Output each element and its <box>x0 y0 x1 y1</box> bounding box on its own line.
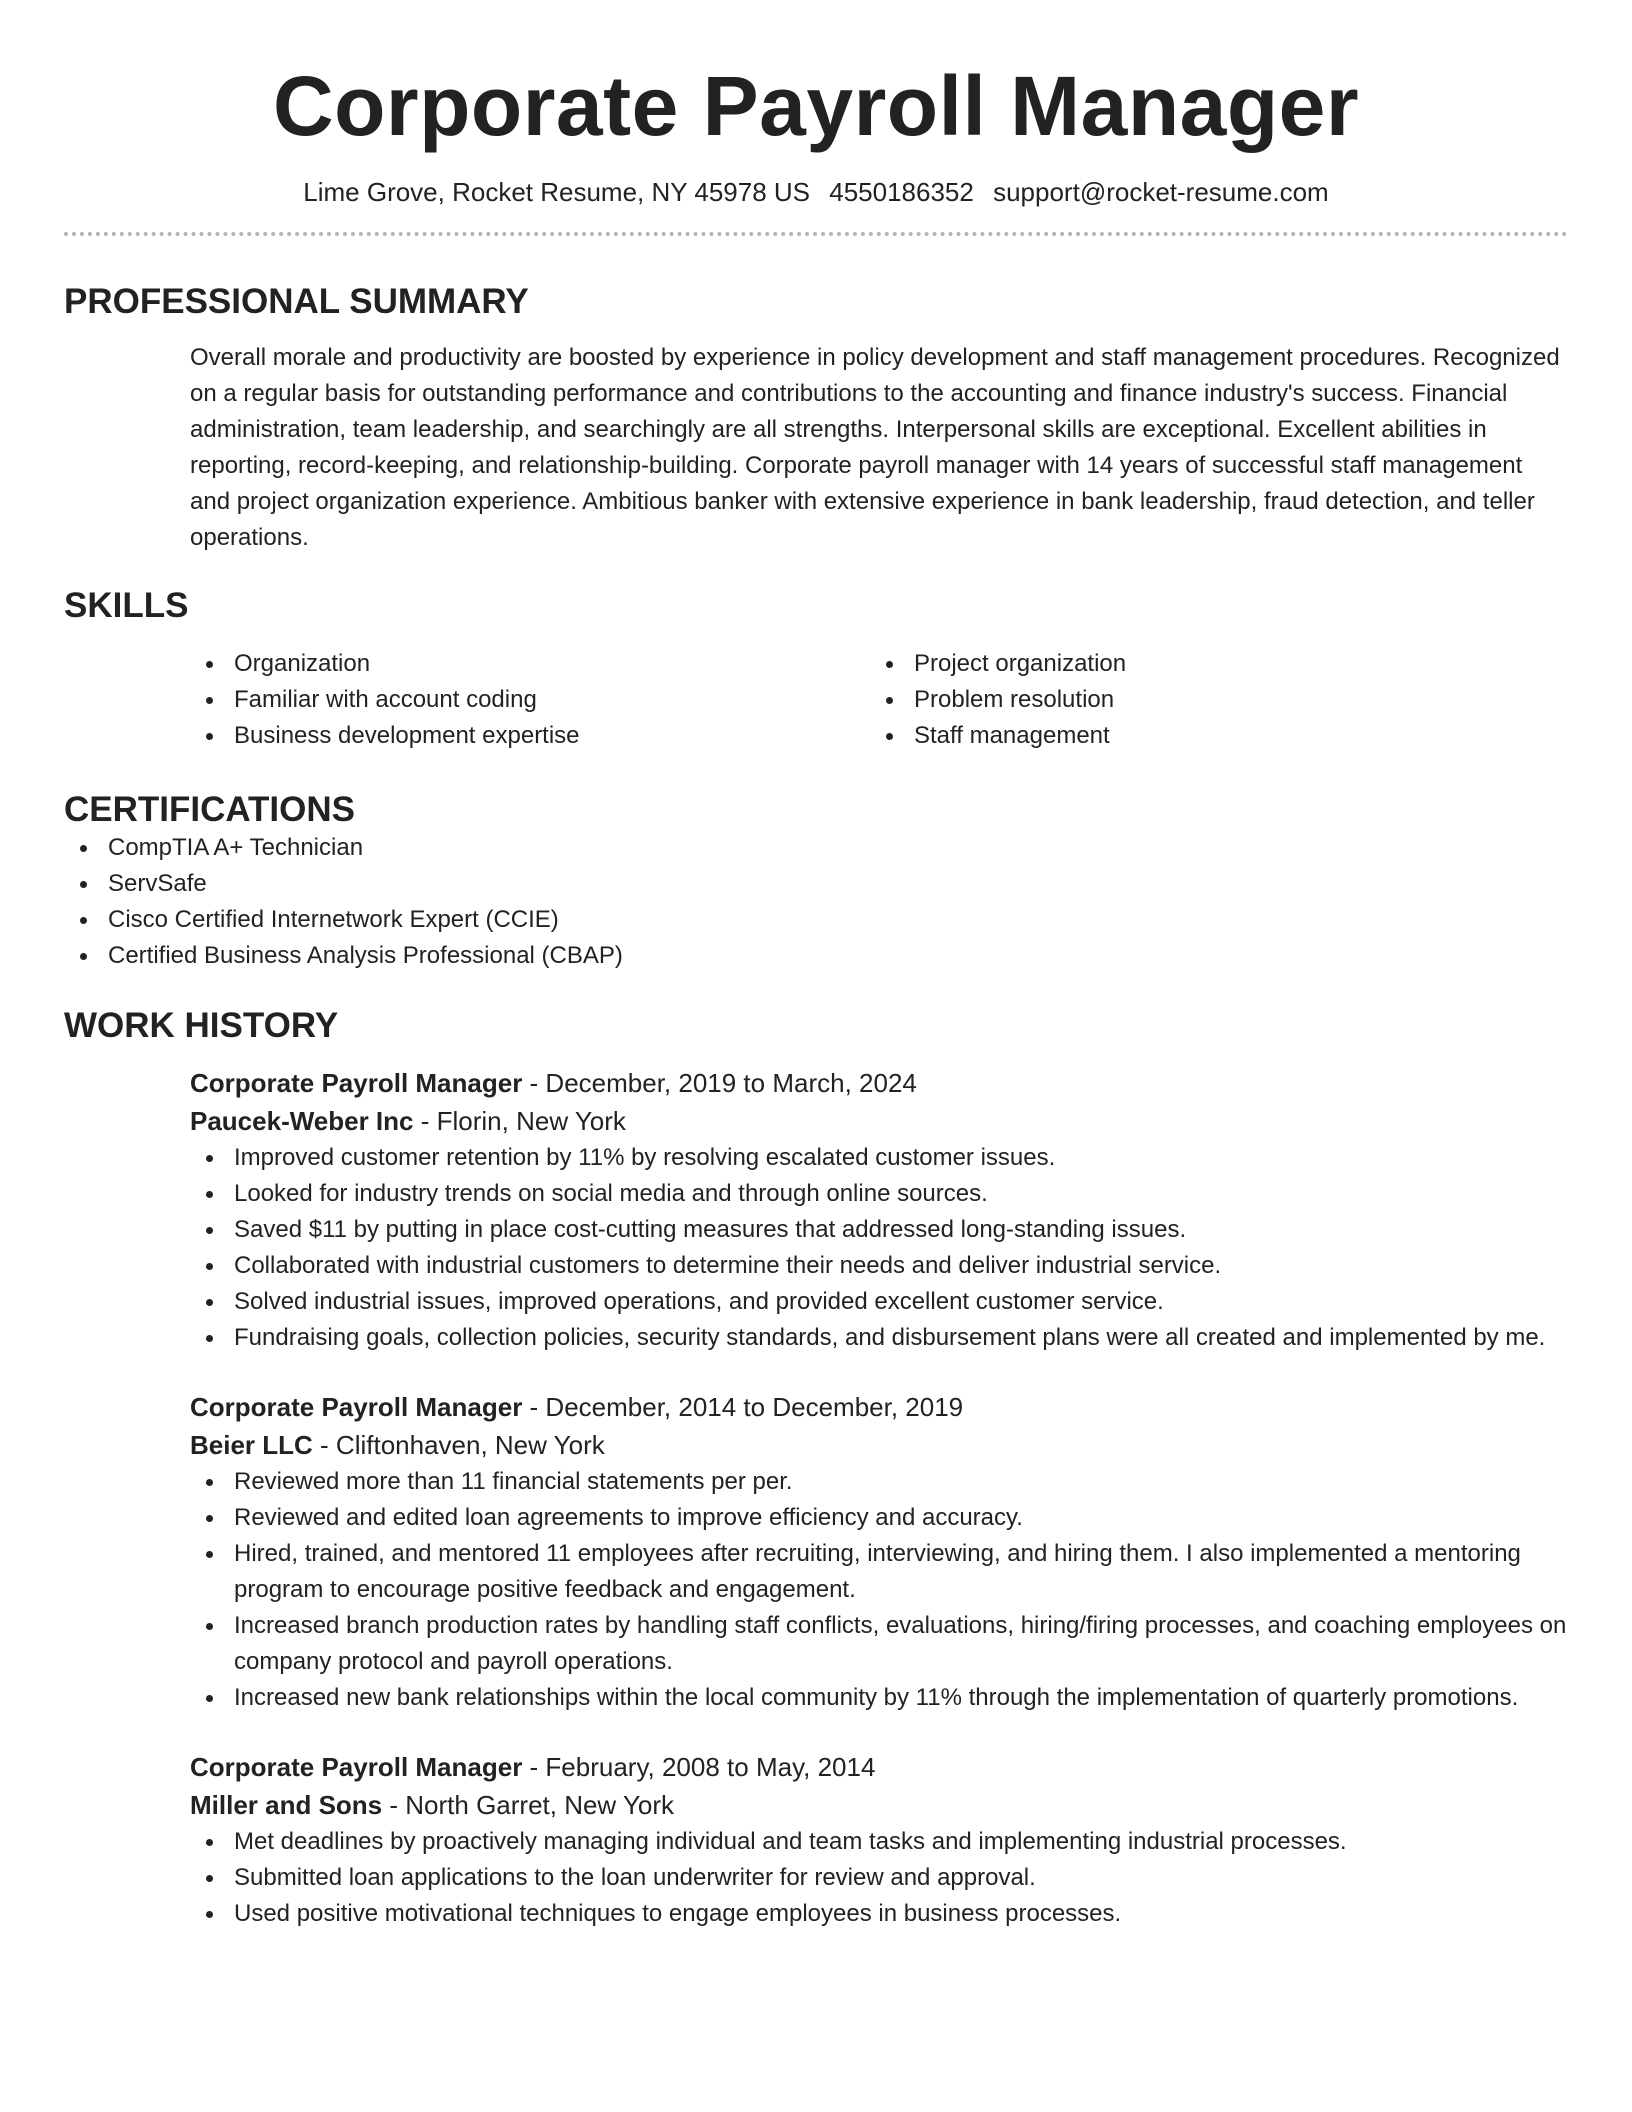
job-company-line <box>190 1786 1568 1824</box>
resume-page <box>64 0 1568 1932</box>
job-bullet: Reviewed and edited loan agreements to improve efficiency and accuracy. <box>190 1500 1568 1536</box>
job-bullet: Met deadlines by proactively managing individual and team tasks and implementing industrial processes. <box>190 1824 1568 1860</box>
skill-item: Business development expertise <box>190 718 870 754</box>
job-company: Miller and Sons <box>190 1790 383 1820</box>
job-role: Corporate Payroll Manager <box>190 1068 523 1098</box>
certification-item: Certified Business Analysis Professional (CBAP) <box>64 938 1568 974</box>
job-entry <box>190 1388 1568 1716</box>
job-bullet: Reviewed more than 11 financial statements per per. <box>190 1464 1568 1500</box>
skill-item: Project organization <box>870 646 1550 682</box>
job-entry <box>190 1748 1568 1932</box>
job-company: Paucek-Weber Inc <box>190 1106 414 1136</box>
job-bullet: Increased new bank relationships within the local community by 11% through the implementation of quarterly promotions. <box>190 1680 1568 1716</box>
skill-item: Familiar with account coding <box>190 682 870 718</box>
certifications-heading: CERTIFICATIONS <box>64 790 356 829</box>
header-divider <box>64 232 1568 236</box>
resume-name: Corporate Payroll Manager <box>272 59 1360 153</box>
certification-item: Cisco Certified Internetwork Expert (CCIE) <box>64 902 1568 938</box>
job-role: Corporate Payroll Manager <box>190 1752 523 1782</box>
summary-heading: PROFESSIONAL SUMMARY <box>64 282 529 321</box>
summary-text: Overall morale and productivity are boosted by experience in policy development and staff management procedures. Recognized on a regular basis for outstanding performance and contributions to the accounting and finance industry's success. Financial administration, team leadership, and searchingly are all strengths. Interpersonal skills are exceptional. Excellent abilities in reporting, record-keeping, and relationship-building. Corporate payroll manager with 14 years of successful staff management and project organization experience. Ambitious banker with extensive experience in bank leadership, fraud detection, and teller operations. <box>190 344 1560 551</box>
contact-address: Lime Grove, Rocket Resume, NY 45978 US <box>303 177 811 207</box>
job-company-line <box>190 1426 1568 1464</box>
job-bullet: Hired, trained, and mentored 11 employees after recruiting, interviewing, and hiring them. I also implemented a mentoring program to encourage positive feedback and engagement. <box>190 1536 1568 1608</box>
skill-item: Staff management <box>870 718 1550 754</box>
job-location: - Cliftonhaven, New York <box>312 1430 605 1460</box>
skills-column-left <box>190 646 870 754</box>
job-bullet: Looked for industry trends on social media and through online sources. <box>190 1176 1568 1212</box>
skills-column-right <box>870 646 1550 754</box>
skills-list <box>190 646 1568 754</box>
job-bullet: Collaborated with industrial customers to determine their needs and deliver industrial service. <box>190 1248 1568 1284</box>
certification-item: ServSafe <box>64 866 1568 902</box>
skill-item: Organization <box>190 646 870 682</box>
job-bullet: Fundraising goals, collection policies, security standards, and disbursement plans were all created and implemented by me. <box>190 1320 1568 1356</box>
certifications-list <box>64 830 1568 974</box>
job-dates: - December, 2019 to March, 2024 <box>522 1068 917 1098</box>
job-bullet: Improved customer retention by 11% by resolving escalated customer issues. <box>190 1140 1568 1176</box>
job-bullet: Increased branch production rates by handling staff conflicts, evaluations, hiring/firing processes, and coaching employees on company protocol and payroll operations. <box>190 1608 1568 1680</box>
job-title-line <box>190 1388 1568 1426</box>
contact-email: support@rocket-resume.com <box>993 177 1329 207</box>
job-bullet: Used positive motivational techniques to engage employees in business processes. <box>190 1896 1568 1932</box>
job-company-line <box>190 1102 1568 1140</box>
job-role: Corporate Payroll Manager <box>190 1392 523 1422</box>
job-bullet: Submitted loan applications to the loan underwriter for review and approval. <box>190 1860 1568 1896</box>
job-bullets <box>190 1464 1568 1716</box>
job-location: - Florin, New York <box>413 1106 626 1136</box>
job-bullet: Saved $11 by putting in place cost-cutting measures that addressed long-standing issues. <box>190 1212 1568 1248</box>
contact-phone: 4550186352 <box>829 177 974 207</box>
job-bullets <box>190 1824 1568 1932</box>
skill-item: Problem resolution <box>870 682 1550 718</box>
job-title-line <box>190 1748 1568 1786</box>
contact-line <box>64 176 1568 208</box>
job-entry <box>190 1064 1568 1356</box>
certification-item: CompTIA A+ Technician <box>64 830 1568 866</box>
job-title-line <box>190 1064 1568 1102</box>
job-location: - North Garret, New York <box>382 1790 675 1820</box>
skills-heading: SKILLS <box>64 586 189 625</box>
work-history-heading: WORK HISTORY <box>64 1006 339 1045</box>
job-dates: - February, 2008 to May, 2014 <box>522 1752 876 1782</box>
job-company: Beier LLC <box>190 1430 313 1460</box>
job-bullet: Solved industrial issues, improved operations, and provided excellent customer service. <box>190 1284 1568 1320</box>
job-bullets <box>190 1140 1568 1356</box>
job-dates: - December, 2014 to December, 2019 <box>522 1392 964 1422</box>
